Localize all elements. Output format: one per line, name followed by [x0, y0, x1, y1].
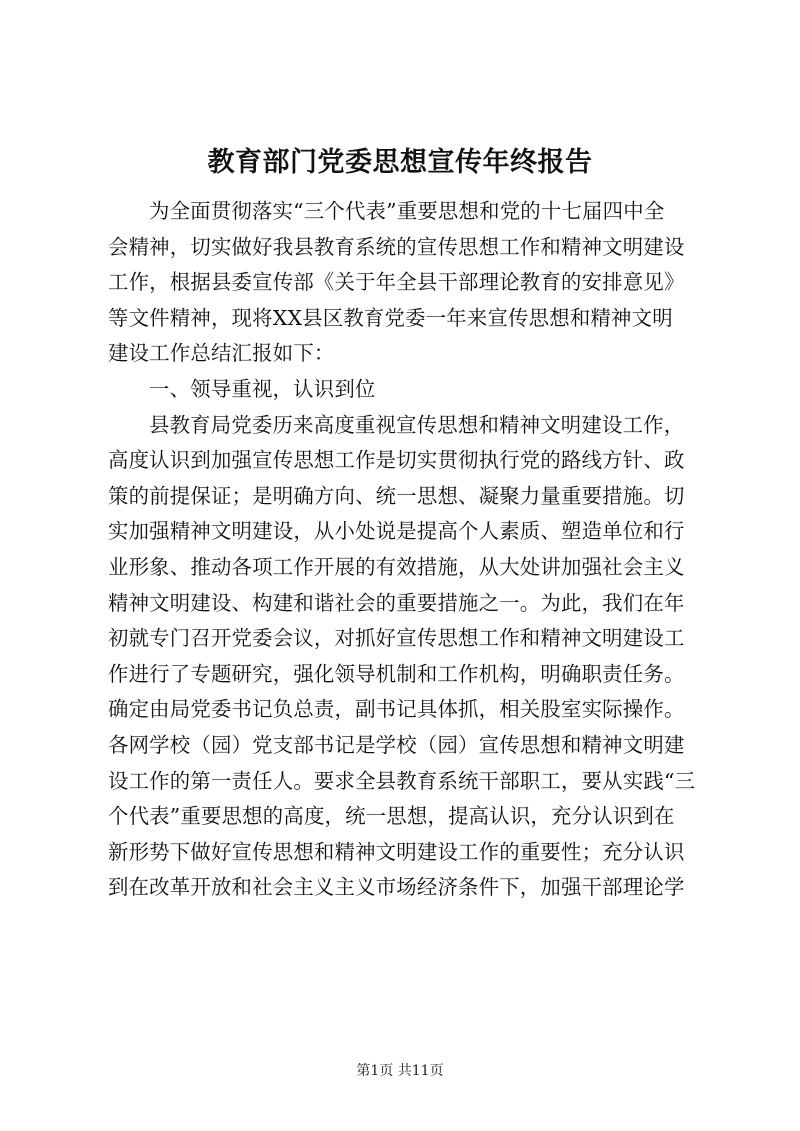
body-line-18: 个代表”重要思想的高度，统一思想，提高认识，充分认识到在	[108, 804, 675, 829]
body-line-17: 设工作的第一责任人。要求全县教育系统干部职工，要从实践“三	[108, 768, 696, 793]
body-line-2: 会精神，切实做好我县教育系统的宣传思想工作和精神文明建设	[108, 234, 685, 259]
body-line-4: 等文件精神，现将XX县区教育党委一年来宣传思想和精神文明	[108, 305, 673, 330]
body-line-13: 初就专门召开党委会议，对抓好宣传思想工作和精神文明建设工	[108, 626, 685, 651]
body-line-8: 高度认识到加强宣传思想工作是切实贯彻执行党的路线方针、政	[108, 448, 685, 473]
body-line-16: 各网学校（园）党支部书记是学校（园）宣传思想和精神文明建	[108, 732, 685, 757]
body-line-11: 业形象、推动各项工作开展的有效措施，从大处讲加强社会主义	[108, 554, 685, 579]
body-line-10: 实加强精神文明建设，从小处说是提高个人素质、塑造单位和行	[108, 519, 685, 544]
body-line-14: 作进行了专题研究，强化领导机制和工作机构，明确职责任务。	[108, 661, 685, 686]
body-line-3: 工作，根据县委宣传部《关于年全县干部理论教育的安排意见》	[108, 270, 685, 295]
body-line-9: 策的前提保证；是明确方向、统一思想、凝聚力量重要措施。切	[108, 483, 685, 508]
body-line-12: 精神文明建设、构建和谐社会的重要措施之一。为此，我们在年	[108, 590, 685, 615]
document-body	[108, 194, 716, 906]
body-line-1: 为全面贯彻落实“三个代表”重要思想和党的十七届四中全	[149, 199, 665, 223]
section-heading-1: 一、领导重视，认识到位	[149, 376, 376, 401]
body-line-20: 到在改革开放和社会主义主义市场经济条件下，加强干部理论学	[108, 875, 685, 900]
body-line-7: 县教育局党委历来高度重视宣传思想和精神文明建设工作，	[149, 412, 685, 437]
body-line-19: 新形势下做好宣传思想和精神文明建设工作的重要性；充分认识	[108, 839, 685, 864]
body-line-15: 确定由局党委书记负总责，副书记具体抓，相关股室实际操作。	[108, 697, 685, 722]
body-line-5: 建设工作总结汇报如下：	[108, 341, 335, 366]
page-number-footer: 第1页 共11页	[356, 1063, 444, 1079]
document-title: 教育部门党委思想宣传年终报告	[207, 147, 593, 178]
